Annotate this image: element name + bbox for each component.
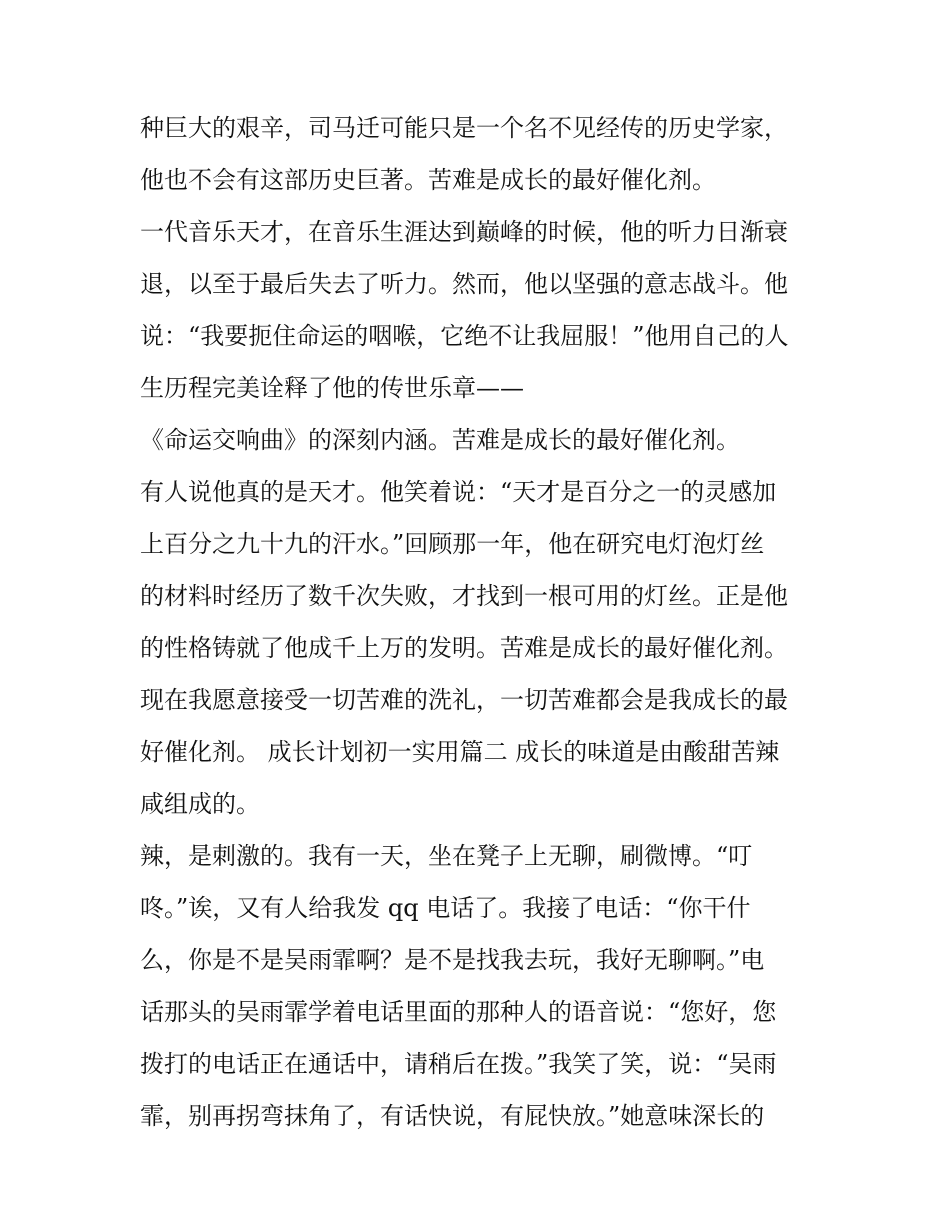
text-line-14: 咸组成的。	[140, 790, 260, 818]
text-line-17: 么，你是不是吴雨霏啊？是不是找我去玩，我好无聊啊。”电	[140, 946, 765, 974]
text-line-2: 他也不会有这部历史巨著。苦难是成长的最好催化剂。	[140, 166, 716, 194]
text-line-16: 咚。”诶，又有人给我发 qq 电话了。我接了电话：“你干什	[140, 894, 751, 922]
text-line-9: 上百分之九十九的汗水。”回顾那一年，他在研究电灯泡灯丝	[140, 530, 765, 558]
text-line-12: 现在我愿意接受一切苦难的洗礼，一切苦难都会是我成长的最	[140, 686, 788, 714]
text-line-19: 拨打的电话正在通话中，请稍后在拨。”我笑了笑，说：“吴雨	[140, 1050, 777, 1078]
text-line-3: 一代音乐天才，在音乐生涯达到巅峰的时候，他的听力日渐衰	[140, 218, 788, 246]
text-line-5: 说：“我要扼住命运的咽喉，它绝不让我屈服！”他用自己的人	[140, 322, 789, 350]
text-line-7: 《命运交响曲》的深刻内涵。苦难是成长的最好催化剂。	[140, 426, 740, 454]
text-line-20: 霏，别再拐弯抹角了，有话快说，有屁快放。”她意味深长的	[140, 1102, 765, 1130]
text-line-10: 的材料时经历了数千次失败，才找到一根可用的灯丝。正是他	[140, 582, 788, 610]
text-line-18: 话那头的吴雨霏学着电话里面的那种人的语音说：“您好，您	[140, 998, 777, 1026]
text-line-4: 退，以至于最后失去了听力。然而，他以坚强的意志战斗。他	[140, 270, 788, 298]
text-line-8: 有人说他真的是天才。他笑着说：“天才是百分之一的灵感加	[140, 478, 777, 506]
text-line-1: 种巨大的艰辛，司马迁可能只是一个名不见经传的历史学家，	[140, 114, 788, 142]
text-line-11: 的性格铸就了他成千上万的发明。苦难是成长的最好催化剂。	[140, 634, 788, 662]
text-line-13: 好催化剂。 成长计划初一实用篇二 成长的味道是由酸甜苦辣	[140, 738, 780, 766]
text-line-6: 生历程完美诠释了他的传世乐章——	[140, 374, 524, 402]
text-line-15: 辣，是刺激的。我有一天，坐在凳子上无聊，刷微博。“叮	[140, 842, 753, 870]
